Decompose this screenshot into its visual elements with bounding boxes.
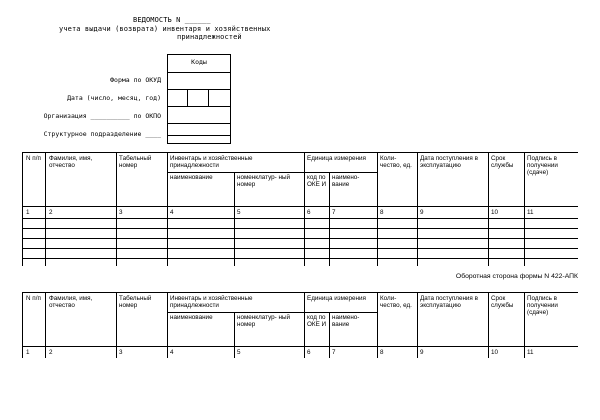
col-qty-header: Коли- чество, ед.: [380, 295, 412, 310]
column-number: 7: [332, 209, 336, 216]
col-num-header: N п/п: [26, 155, 41, 162]
col-signature-header: Подпись в получении (сдаче): [527, 155, 558, 177]
col-name-header: Фамилия, имя, отчество: [49, 155, 93, 170]
date-label: Дата (число, месяц, год): [67, 94, 161, 102]
col-name-header: Фамилия, имя, отчество: [49, 295, 93, 310]
col-qty-header: Коли- чество, ед.: [380, 155, 412, 170]
column-number: 8: [380, 349, 384, 356]
column-number: 10: [491, 349, 499, 356]
col-inventory-header: Инвентарь и хозяйственные принадлежности: [170, 155, 253, 170]
codes-title: Коды: [191, 58, 207, 66]
col-date-header: Дата поступления в эксплуатацию: [420, 155, 478, 170]
col-signature-header: Подпись в получении (сдаче): [527, 295, 558, 317]
col-tabnum-header: Табельный номер: [119, 155, 152, 170]
register-table-front: [22, 152, 578, 267]
register-table-reverse: [22, 292, 578, 358]
column-number: 6: [307, 209, 311, 216]
column-number: 3: [119, 349, 123, 356]
col-date-header: Дата поступления в эксплуатацию: [420, 295, 478, 310]
column-number: 4: [170, 349, 174, 356]
column-number: 8: [380, 209, 384, 216]
reverse-side-caption: Оборотная сторона формы N 422-АПК: [455, 273, 578, 280]
column-number: 7: [332, 349, 336, 356]
column-number: 1: [26, 349, 30, 356]
column-number: 9: [420, 209, 424, 216]
col-num-header: N п/п: [26, 295, 41, 302]
col-term-header: Срок службы: [491, 155, 514, 170]
col-inv-number-header: номенклатур- ный номер: [237, 174, 291, 189]
column-number: 10: [491, 209, 499, 216]
col-term-header: Срок службы: [491, 295, 514, 310]
department-label: Структурное подразделение ____: [43, 130, 161, 138]
organization-label: Организация __________ по ОКПО: [43, 112, 161, 120]
column-number: 5: [237, 349, 241, 356]
column-number: 3: [119, 209, 123, 216]
col-unit-code-header: код по ОКЕ И: [307, 314, 327, 329]
column-number: 2: [49, 349, 53, 356]
column-number: 1: [26, 209, 30, 216]
col-tabnum-header: Табельный номер: [119, 295, 152, 310]
okud-label: Форма по ОКУД: [110, 76, 161, 84]
column-number: 5: [237, 209, 241, 216]
column-number: 6: [307, 349, 311, 356]
col-unit-name-header: наимено- вание: [332, 314, 360, 329]
codes-block: [167, 54, 231, 144]
column-number: 11: [527, 209, 534, 216]
column-number: 2: [49, 209, 53, 216]
col-unit-code-header: код по ОКЕ И: [307, 174, 327, 189]
col-inv-name-header: наименование: [170, 174, 213, 181]
col-unit-header: Единица измерения: [307, 295, 366, 302]
column-number: 11: [527, 349, 534, 356]
col-inv-number-header: номенклатур- ный номер: [237, 314, 291, 329]
col-inventory-header: Инвентарь и хозяйственные принадлежности: [170, 295, 253, 310]
col-inv-name-header: наименование: [170, 314, 213, 321]
document-subtitle-line2: принадлежностей: [177, 33, 242, 41]
col-unit-name-header: наимено- вание: [332, 174, 360, 189]
document-title: ВЕДОМОСТЬ N ______: [133, 16, 211, 24]
column-number: 9: [420, 349, 424, 356]
col-unit-header: Единица измерения: [307, 155, 366, 162]
column-number: 4: [170, 209, 174, 216]
document-subtitle-line1: учета выдачи (возврата) инвентаря и хозяйственных: [59, 25, 271, 33]
